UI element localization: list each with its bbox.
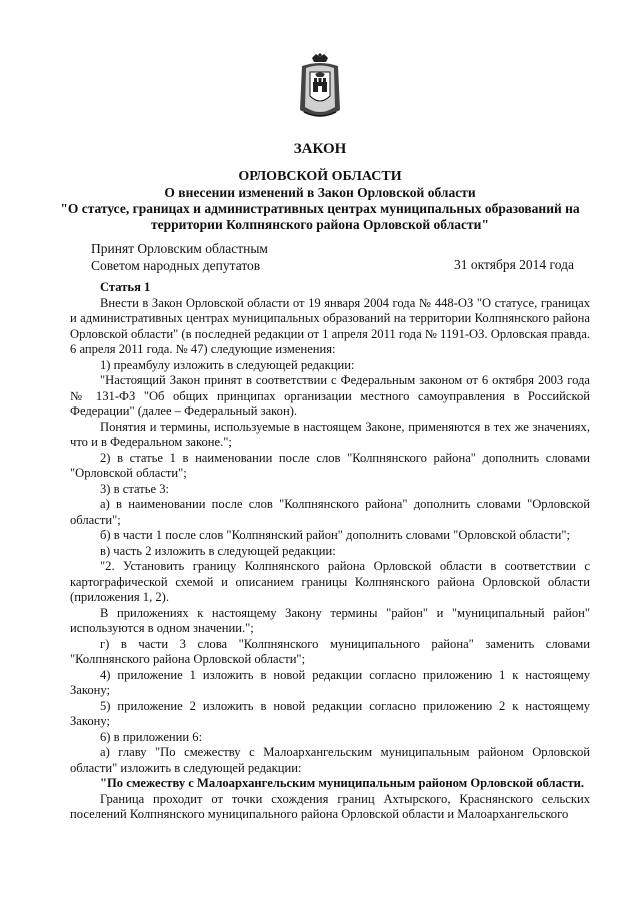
subtitle-line-1: О внесении изменений в Закон Орловской области — [164, 185, 476, 200]
region-heading: ОРЛОВСКОЙ ОБЛАСТИ — [238, 169, 402, 184]
subtitle-line-3: территории Колпнянского района Орловской области" — [151, 217, 489, 232]
paragraph: г) в части 3 слова "Колпнянского муниципального района" заменить словами "Колпнянского района Орловской области"; — [70, 636, 590, 666]
paragraph: В приложениях к настоящему Закону термины "район" и "муниципальный район" используются в одном значении."; — [70, 605, 590, 635]
document-body — [70, 280, 590, 823]
paragraph: б) в части 1 после слов "Колпнянский район" дополнить словами "Орловской области"; — [100, 528, 570, 542]
subtitle-line-2: "О статусе, границах и административных центрах муниципальных образований на — [60, 201, 580, 216]
paragraph: Понятия и термины, используемые в настоящем Законе, применяются в тех же значениях, что и в Федеральном законе."; — [70, 419, 590, 449]
paragraph: 4) приложение 1 изложить в новой редакции согласно приложению 1 к настоящему Закону; — [70, 667, 590, 697]
paragraph: 2) в статье 1 в наименовании после слов "Колпнянского района" дополнить словами "Орловской области"; — [70, 450, 590, 480]
paragraph: Граница проходит от точки схождения границ Ахтырского, Краснянского сельских поселений Колпнянского муниципального района Орловской области и Малоархангельского — [70, 791, 590, 821]
paragraph: 5) приложение 2 изложить в новой редакции согласно приложению 2 к настоящему Закону; — [70, 698, 590, 728]
adoption-date: 31 октября 2014 года — [454, 257, 574, 272]
article-heading: Статья 1 — [100, 280, 151, 294]
paragraph: 1) преамбулу изложить в следующей редакции: — [100, 357, 355, 372]
paragraph: 3) в статье 3: — [100, 481, 170, 496]
paragraph: в) часть 2 изложить в следующей редакции: — [100, 543, 336, 558]
adoption-note — [91, 240, 268, 274]
paragraph: "Настоящий Закон принят в соответствии с Федеральным законом от 6 октября 2003 года № 131-ФЗ "Об общих принципах организации местного самоуправления в Российской Федерации" (далее – Федеральный закон). — [70, 373, 590, 418]
coat-of-arms-icon — [296, 52, 344, 122]
paragraph: а) в наименовании после слов "Колпнянского района" дополнить словами "Орловской области"; — [70, 497, 590, 527]
adoption-line-1: Принят Орловским областным — [91, 241, 268, 256]
bold-chapter-text: "По смежеству с Малоархангельским муниципальным районом Орловской области. — [100, 776, 585, 790]
paragraph: "2. Установить границу Колпнянского района Орловской области в соответствии с картографической схемой и описанием границы Колпнянского района Орловской области (приложения 1, 2). — [70, 559, 590, 604]
paragraph: Внести в Закон Орловской области от 19 января 2004 года № 448-ОЗ "О статусе, границах и административных центрах муниципальных образований на территории Колпнянского района Орловской области" (в последней редакции от 1 апреля 2011 года № 1191-ОЗ. Орловская правда. 6 апреля 2011 года. № 47) следующие изменения: — [70, 295, 590, 356]
bold-chapter-heading — [70, 776, 590, 792]
document-title: ЗАКОН — [293, 141, 347, 157]
paragraph: а) главу "По смежеству с Малоархангельским муниципальным районом Орловской области" изложить в следующей редакции: — [70, 745, 590, 775]
paragraph: 6) в приложении 6: — [100, 729, 203, 744]
adoption-line-2: Советом народных депутатов — [91, 258, 261, 273]
